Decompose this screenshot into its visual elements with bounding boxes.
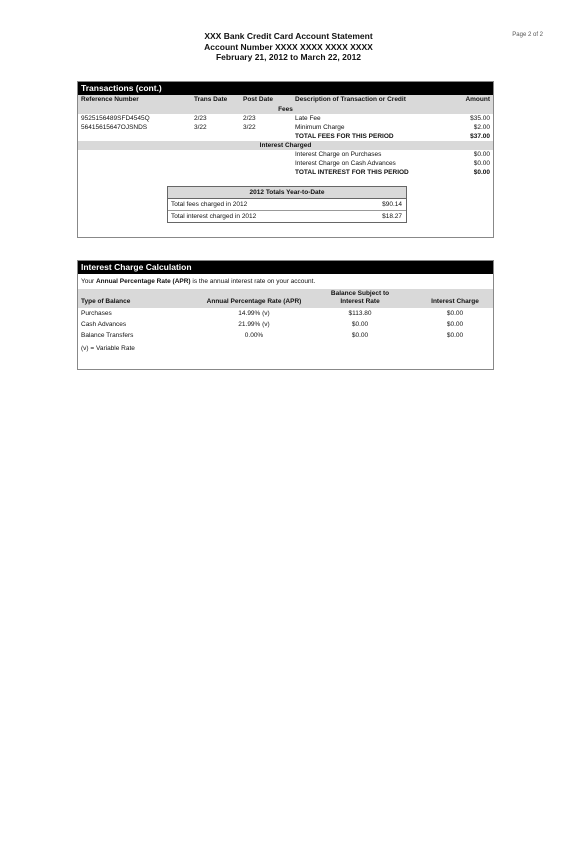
description: Interest Charge on Purchases xyxy=(295,151,382,158)
amount: $2.00 xyxy=(473,124,490,131)
table-row xyxy=(78,308,493,319)
charge-value: $0.00 xyxy=(446,310,464,317)
charge-value: $0.00 xyxy=(446,332,464,339)
interest-header-row xyxy=(78,289,493,308)
fees-total-row xyxy=(78,132,493,141)
balance-type: Balance Transfers xyxy=(81,332,134,339)
transactions-header-row xyxy=(78,95,493,105)
reference-number: 9525156489SFD4545Q xyxy=(81,115,150,122)
amount: $0.00 xyxy=(473,151,490,158)
ytd-row xyxy=(168,199,406,210)
table-row xyxy=(78,123,493,132)
variable-rate-note: (v) = Variable Rate xyxy=(81,345,135,352)
balance-value: $0.00 xyxy=(351,332,369,339)
page-number: Page 2 of 2 xyxy=(512,32,543,38)
col-balance-line2: Interest Rate xyxy=(340,298,380,305)
post-date: 2/23 xyxy=(243,115,256,122)
col-amount: Amount xyxy=(465,96,490,103)
transactions-section xyxy=(77,81,494,238)
interest-calculation-title: Interest Charge Calculation xyxy=(78,261,493,274)
ytd-label: Total interest charged in 2012 xyxy=(171,213,257,220)
fees-section-label: Fees xyxy=(78,105,493,114)
intro-bold: Annual Percentage Rate (APR) xyxy=(95,278,191,285)
col-description: Description of Transaction or Credit xyxy=(295,96,406,103)
description: Interest Charge on Cash Advances xyxy=(295,160,396,167)
balance-type: Purchases xyxy=(81,310,112,317)
col-reference-number: Reference Number xyxy=(81,96,139,103)
table-row xyxy=(78,114,493,123)
col-balance-line1: Balance Subject to xyxy=(330,290,390,297)
intro-post: is the annual interest rate on your account. xyxy=(190,278,316,285)
description: Minimum Charge xyxy=(295,124,345,131)
table-row xyxy=(78,330,493,341)
charge-value: $0.00 xyxy=(446,321,464,328)
col-apr: Annual Percentage Rate (APR) xyxy=(206,298,302,305)
statement-header xyxy=(0,31,577,63)
description: Late Fee xyxy=(295,115,321,122)
col-type-of-balance: Type of Balance xyxy=(81,298,131,305)
apr-value: 21.99% (v) xyxy=(238,321,270,328)
balance-value: $0.00 xyxy=(351,321,369,328)
interest-total-row xyxy=(78,168,493,177)
ytd-value: $90.14 xyxy=(382,201,402,208)
reference-number: 56415615647OJSNDS xyxy=(81,124,148,131)
amount: $0.00 xyxy=(473,160,490,167)
fees-total-amount: $37.00 xyxy=(470,133,490,140)
interest-total-label: TOTAL INTEREST FOR THIS PERIOD xyxy=(295,169,409,176)
statement-period: February 21, 2012 to March 22, 2012 xyxy=(215,52,362,62)
ytd-title: 2012 Totals Year-to-Date xyxy=(168,187,406,199)
col-post-date: Post Date xyxy=(243,96,273,103)
trans-date: 2/23 xyxy=(194,115,207,122)
ytd-label: Total fees charged in 2012 xyxy=(171,201,248,208)
ytd-row xyxy=(168,210,406,222)
transactions-title: Transactions (cont.) xyxy=(78,82,493,95)
amount: $35.00 xyxy=(470,115,490,122)
col-trans-date: Trans Date xyxy=(194,96,228,103)
account-number: Account Number XXXX XXXX XXXX XXXX xyxy=(204,41,373,52)
intro-pre: Your xyxy=(81,278,96,285)
trans-date: 3/22 xyxy=(194,124,207,131)
apr-value: 0.00% xyxy=(244,332,264,339)
interest-calculation-section xyxy=(77,260,494,370)
balance-value: $113.80 xyxy=(348,310,372,317)
interest-total-amount: $0.00 xyxy=(473,169,490,176)
table-row xyxy=(78,159,493,168)
apr-intro-text xyxy=(78,274,493,289)
table-row xyxy=(78,150,493,159)
fees-total-label: TOTAL FEES FOR THIS PERIOD xyxy=(295,133,394,140)
col-interest-charge: Interest Charge xyxy=(431,298,479,305)
post-date: 3/22 xyxy=(243,124,256,131)
apr-value: 14.99% (v) xyxy=(238,310,270,317)
table-row xyxy=(78,319,493,330)
ytd-totals-box xyxy=(167,186,407,223)
interest-section-label: Interest Charged xyxy=(78,141,493,150)
ytd-value: $18.27 xyxy=(382,213,402,220)
balance-type: Cash Advances xyxy=(81,321,127,328)
statement-title: XXX Bank Credit Card Account Statement xyxy=(204,31,373,41)
